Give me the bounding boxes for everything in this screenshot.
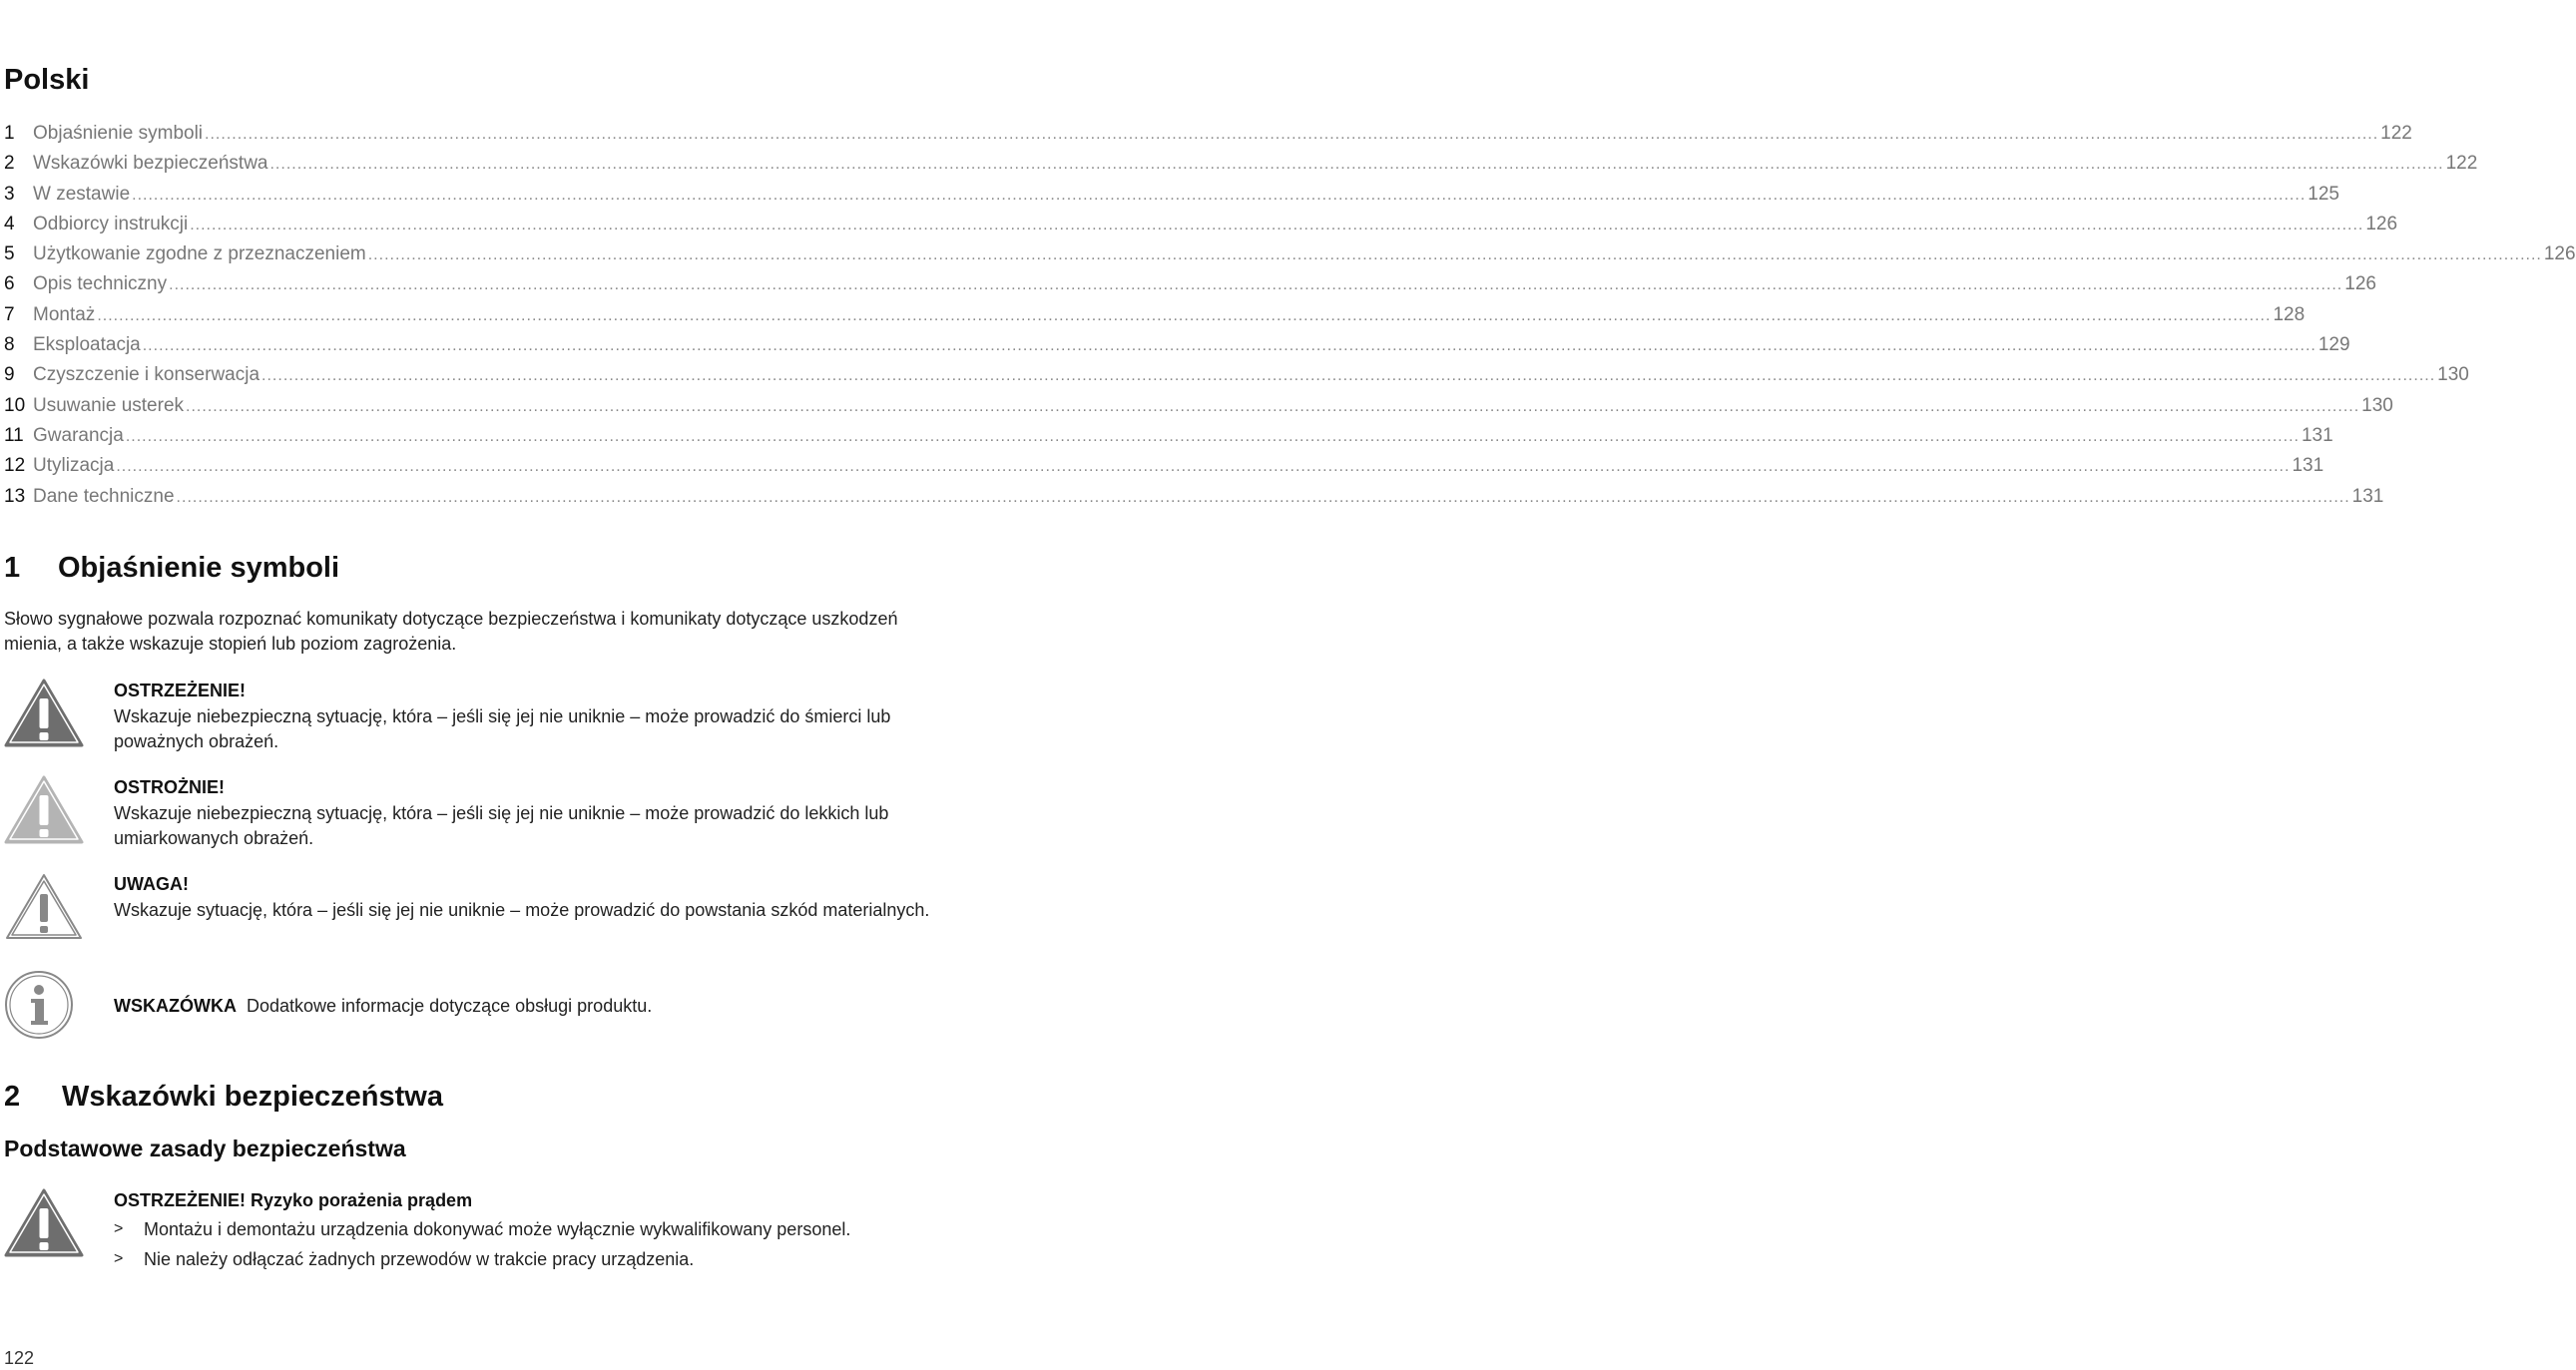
toc-entry-number: 1	[4, 123, 15, 144]
toc-entry[interactable]	[4, 391, 2393, 421]
toc-entry-page: 126	[2543, 243, 2576, 265]
section-1-number: 1	[4, 552, 21, 584]
toc-entry-number: 11	[4, 424, 24, 446]
toc-entry-title: Eksploatacja	[33, 334, 141, 356]
toc-leader-dots: ................................................................................................................................................................................................................................................................................................................................................................................................................	[186, 397, 2360, 415]
toc-entry[interactable]	[4, 330, 2350, 360]
toc-leader-dots: ................................................................................................................................................................................................................................................................................................................................................................................................................	[116, 458, 2291, 476]
page-number: 122	[4, 1348, 35, 1368]
toc-entry-number: 8	[4, 334, 15, 356]
section-2-number: 2	[4, 1081, 21, 1113]
toc-entry-page: 131	[2351, 485, 2384, 507]
toc-leader-dots: ................................................................................................................................................................................................................................................................................................................................................................................................................	[190, 216, 2364, 233]
notice-caution-text: Wskazuje niebezpieczną sytuację, która – jeśli się jej nie uniknie – może prowadzić do lekkich lub umiarkowanych obrażeń.	[114, 802, 889, 848]
toc-entry-page: 128	[2273, 303, 2306, 325]
toc-leader-dots: ................................................................................................................................................................................................................................................................................................................................................................................................................	[269, 156, 2444, 174]
list-item: > Montażu i demontażu urządzenia dokonywać może wyłącznie wykwalifikowany personel.	[114, 1214, 932, 1244]
toc-leader-dots: ................................................................................................................................................................................................................................................................................................................................................................................................................	[132, 186, 2307, 204]
toc-entry[interactable]	[4, 421, 2333, 451]
notice-info-label: WSKAZÓWKA	[114, 996, 237, 1016]
list-item: > Nie należy odłączać żadnych przewodów w trakcie pracy urządzenia.	[114, 1244, 932, 1274]
toc-entry-number: 13	[4, 485, 26, 507]
notice-caution-label: OSTROŻNIE!	[114, 777, 225, 797]
toc-entry-page: 131	[2292, 455, 2324, 477]
notice-attention-text: Wskazuje sytuację, która – jeśli się jej nie uniknie – może prowadzić do powstania szkód materialnych.	[114, 899, 930, 920]
toc-entry-title: W zestawie	[33, 183, 131, 205]
toc-entry-page: 130	[2361, 394, 2393, 416]
toc-entry-title: Dane techniczne	[33, 485, 175, 507]
toc-entry-page: 129	[2318, 334, 2350, 356]
toc-entry-number: 5	[4, 243, 15, 265]
warning-triangle-light-icon	[4, 775, 84, 845]
toc-leader-dots: ................................................................................................................................................................................................................................................................................................................................................................................................................	[367, 246, 2542, 264]
toc-entry[interactable]	[4, 360, 2469, 390]
warning-triangle-outline-icon	[4, 872, 84, 942]
toc-leader-dots: ................................................................................................................................................................................................................................................................................................................................................................................................................	[142, 337, 2317, 355]
toc-entry[interactable]	[4, 482, 2384, 512]
toc-entry-title: Usuwanie usterek	[33, 394, 185, 416]
table-of-contents	[4, 119, 2576, 512]
notice-warning-text: Wskazuje niebezpieczną sytuację, która – jeśli się jej nie uniknie – może prowadzić do śmierci lub poważnych obrażeń.	[114, 705, 891, 751]
section-2-heading	[4, 1081, 443, 1114]
toc-leader-dots: ................................................................................................................................................................................................................................................................................................................................................................................................................	[97, 306, 2272, 324]
toc-entry-number: 12	[4, 455, 26, 477]
toc-entry-page: 126	[2344, 273, 2376, 295]
section-2-subtitle: Podstawowe zasady bezpieczeństwa	[4, 1136, 406, 1161]
toc-entry-title: Użytkowanie zgodne z przeznaczeniem	[33, 243, 366, 265]
toc-entry[interactable]	[4, 451, 2324, 481]
toc-leader-dots: ................................................................................................................................................................................................................................................................................................................................................................................................................	[125, 427, 2300, 445]
toc-leader-dots: ................................................................................................................................................................................................................................................................................................................................................................................................................	[169, 276, 2343, 294]
toc-entry-title: Utylizacja	[33, 455, 115, 477]
toc-entry-page: 122	[2445, 153, 2478, 175]
toc-entry[interactable]	[4, 210, 2398, 239]
toc-leader-dots: ................................................................................................................................................................................................................................................................................................................................................................................................................	[176, 488, 2350, 506]
toc-entry[interactable]	[4, 300, 2306, 330]
toc-entry-page: 125	[2308, 183, 2339, 205]
toc-leader-dots: ................................................................................................................................................................................................................................................................................................................................................................................................................	[261, 367, 2436, 385]
page-title: Polski	[4, 64, 90, 96]
section-2-title: Wskazówki bezpieczeństwa	[62, 1081, 443, 1113]
toc-entry-number: 10	[4, 394, 26, 416]
notice-info-text: Dodatkowe informacje dotyczące obsługi produktu.	[247, 996, 653, 1016]
toc-entry-page: 130	[2437, 364, 2469, 386]
notice-electric-shock-label: OSTRZEŻENIE! Ryzyko porażenia prądem	[114, 1190, 473, 1210]
info-circle-icon	[4, 970, 84, 1040]
safety-bullet-list	[114, 1214, 932, 1274]
toc-entry[interactable]	[4, 149, 2478, 179]
toc-entry-number: 4	[4, 213, 15, 234]
bullet-marker: >	[114, 1219, 124, 1237]
section-1-heading	[4, 552, 339, 585]
toc-entry-page: 122	[2380, 123, 2412, 144]
section-1-title: Objaśnienie symboli	[58, 552, 340, 584]
toc-entry-number: 2	[4, 153, 15, 175]
toc-entry[interactable]	[4, 119, 2412, 149]
notice-warning-label: OSTRZEŻENIE!	[114, 681, 247, 700]
toc-entry-page: 131	[2301, 424, 2333, 446]
toc-entry-title: Odbiorcy instrukcji	[33, 213, 189, 234]
warning-triangle-dark-icon	[4, 1188, 84, 1258]
toc-entry-title: Montaż	[33, 303, 96, 325]
toc-entry-title: Czyszczenie i konserwacja	[33, 364, 260, 386]
toc-leader-dots: ................................................................................................................................................................................................................................................................................................................................................................................................................	[205, 126, 2379, 143]
toc-entry-number: 9	[4, 364, 15, 386]
bullet-marker: >	[114, 1249, 124, 1267]
toc-entry[interactable]	[4, 180, 2339, 210]
notice-attention-label: UWAGA!	[114, 874, 189, 894]
toc-entry[interactable]	[4, 269, 2376, 299]
toc-entry-title: Opis techniczny	[33, 273, 168, 295]
toc-entry-title: Wskazówki bezpieczeństwa	[33, 153, 268, 175]
warning-triangle-dark-icon	[4, 679, 84, 748]
section-1-intro: Słowo sygnałowe pozwala rozpoznać komunikaty dotyczące bezpieczeństwa i komunikaty dotyczące uszkodzeń mienia, a także wskazuje stopień lub poziom zagrożenia.	[4, 609, 898, 654]
toc-entry-number: 7	[4, 303, 15, 325]
toc-entry-number: 6	[4, 273, 15, 295]
toc-entry-title: Objaśnienie symboli	[33, 123, 204, 144]
toc-entry-title: Gwarancja	[33, 424, 124, 446]
toc-entry-number: 3	[4, 183, 15, 205]
toc-entry[interactable]	[4, 239, 2576, 269]
toc-entry-page: 126	[2365, 213, 2398, 234]
